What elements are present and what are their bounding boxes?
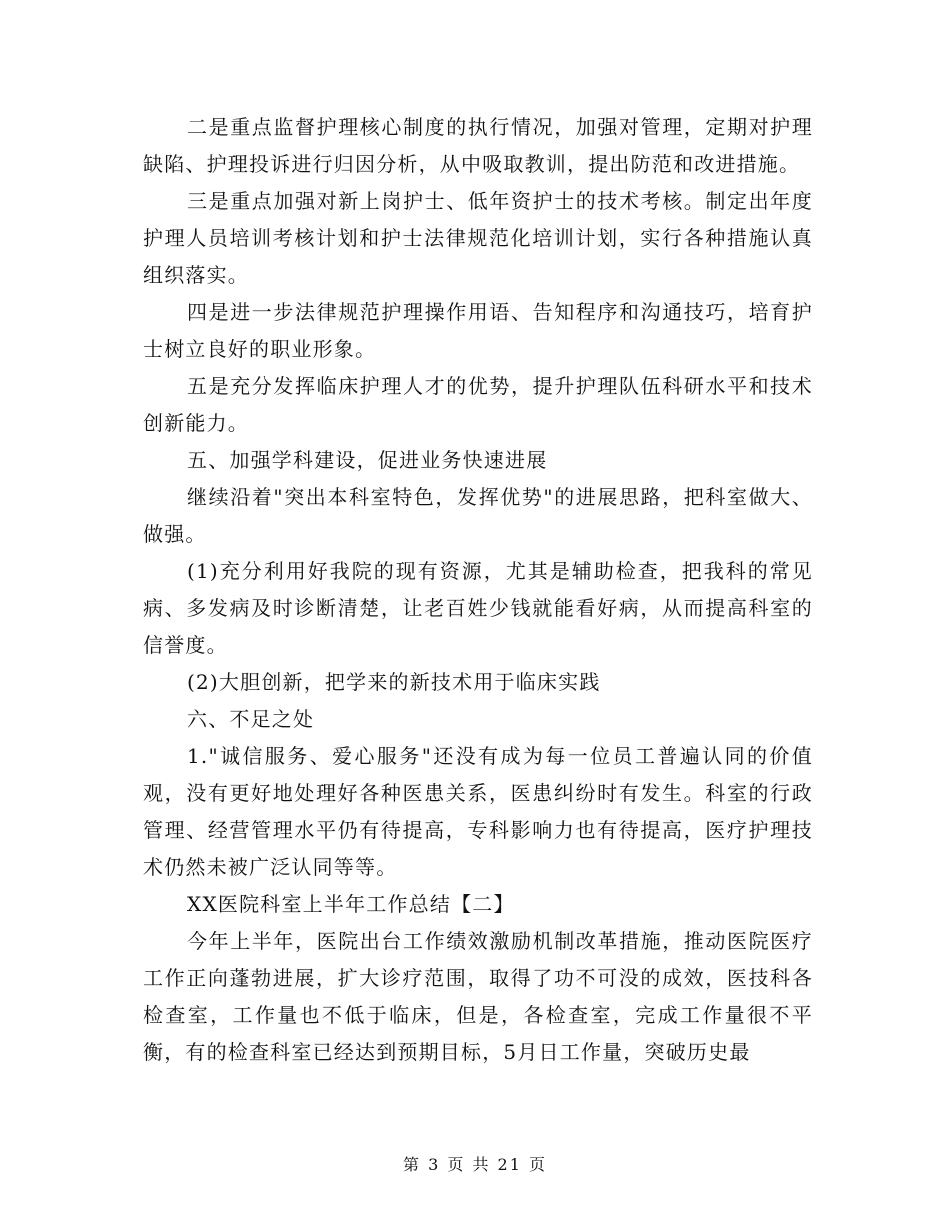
paragraph-talent-advantage: 五是充分发挥临床护理人才的优势，提升护理队伍科研水平和技术创新能力。 (143, 374, 813, 435)
paragraph-development-approach: 继续沿着"突出本科室特色，发挥优势"的进展思路，把科室做大、做强。 (143, 485, 813, 546)
paragraph-item-2-innovation: (2)大胆创新，把学来的新技术用于临床实践 (187, 670, 601, 694)
paragraph-communication-skills: 四是进一步法律规范护理操作用语、告知程序和沟通技巧，培育护士树立良好的职业形象。 (143, 300, 813, 361)
paragraph-shortcoming-1: 1."诚信服务、爱心服务"还没有成为每一位员工普遍认同的价值观，没有更好地处理好各种医患关系，医患纠纷时有发生。科室的行政管理、经营管理水平仍有待提高，专科影响力也有待提高，医疗护理技术仍然未被广泛认同等等。 (143, 744, 813, 879)
paragraph-first-half-summary: 今年上半年，医院出台工作绩效激励机制改革措施，推动医院医疗工作正向蓬勃进展，扩大诊疗范围，取得了功不可没的成效，医技科各检查室，工作量也不低于临床，但是，各检查室，完成工作量很不平衡，有的检查科室已经达到预期目标，5月日工作量，突破历史最 (143, 929, 813, 1064)
page-number-footer: 第 3 页 共 21 页 (403, 1155, 547, 1174)
section-heading-summary-two: XX医院科室上半年工作总结【二】 (187, 892, 515, 916)
document-body (143, 109, 813, 1071)
paragraph-item-1-resources: (1)充分利用好我院的现有资源，尤其是辅助检查，把我科的常见病、多发病及时诊断清楚，让老百姓少钱就能看好病，从而提高科室的信誉度。 (143, 559, 813, 657)
section-heading-shortcomings: 六、不足之处 (187, 707, 315, 731)
section-heading-discipline-building: 五、加强学科建设，促进业务快速进展 (187, 448, 548, 472)
paragraph-new-nurse-assessment: 三是重点加强对新上岗护士、低年资护士的技术考核。制定出年度护理人员培训考核计划和护士法律规范化培训计划，实行各种措施认真组织落实。 (143, 189, 813, 287)
paragraph-core-system-supervision: 二是重点监督护理核心制度的执行情况，加强对管理，定期对护理缺陷、护理投诉进行归因分析，从中吸取教训，提出防范和改进措施。 (143, 115, 813, 176)
